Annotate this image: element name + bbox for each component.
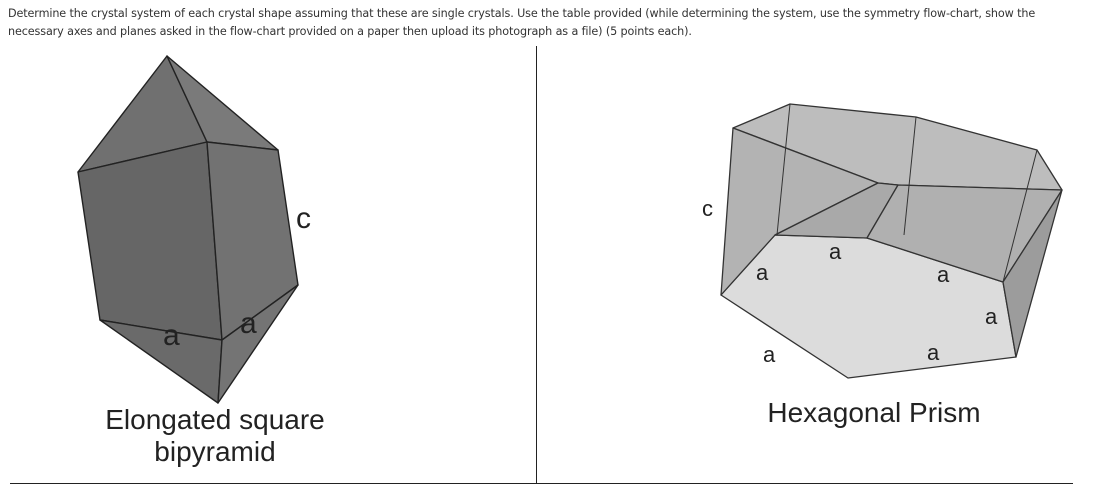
bipyramid-caption-line1: Elongated square (105, 404, 325, 435)
prism-label-a4: a (985, 304, 998, 329)
bipyramid-label-a1: a (163, 319, 180, 352)
prism-label-a1: a (756, 260, 769, 285)
prism-label-a5: a (763, 342, 776, 367)
prism-caption: Hexagonal Prism (767, 397, 981, 428)
question-text: Determine the crystal system of each crystal shape assuming that these are single crystals. Use the table provided (while determining the system, use the symmetry flow-chart, show the necessary axes and planes asked in the flow-chart provided on a paper then upload its photograph as a file) (5 points each). (8, 7, 1036, 38)
prism-label-a2: a (829, 239, 842, 264)
prism-label-a6: a (927, 340, 940, 365)
bipyramid-label-a2: a (240, 307, 257, 340)
prism-label-c: c (702, 196, 713, 221)
bipyramid-caption-line2: bipyramid (154, 436, 276, 467)
bipyramid-label-c: c (296, 202, 311, 235)
prism-label-a3: a (937, 262, 950, 287)
prism-faces (721, 104, 1062, 378)
